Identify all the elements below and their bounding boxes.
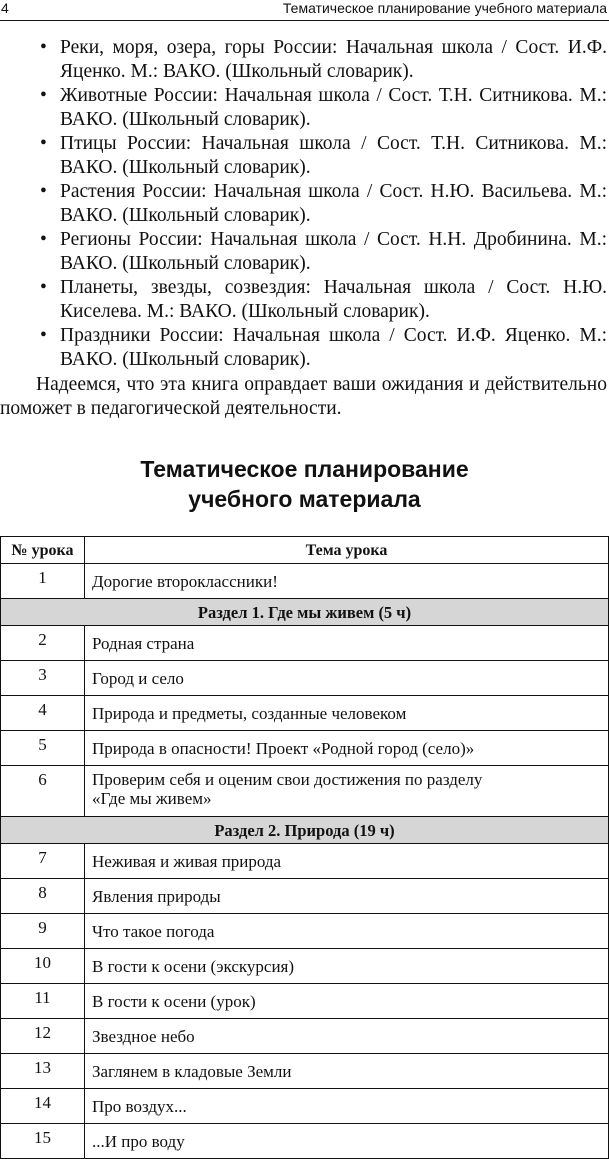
lesson-plan-table xyxy=(0,536,609,1159)
list-item-text: Планеты, звезды, созвездия: Начальная школа / Сост. Н.Ю. Киселева. М.: ВАКО. (Школьный словарик). xyxy=(60,277,607,322)
lesson-number: 14 xyxy=(1,1089,85,1124)
section-title: Раздел 1. Где мы живем (5 ч) xyxy=(1,599,609,626)
table-header-row xyxy=(1,537,609,564)
running-head-title: Тематическое планирование учебного материала xyxy=(282,0,607,16)
lesson-topic: Родная страна xyxy=(85,626,609,661)
lesson-topic: В гости к осени (урок) xyxy=(85,984,609,1019)
list-item xyxy=(0,276,609,324)
lesson-number: 4 xyxy=(1,696,85,731)
table-row xyxy=(1,984,609,1019)
lesson-number: 13 xyxy=(1,1054,85,1089)
list-item-text: Регионы России: Начальная школа / Сост. Н.Н. Дробинина. М.: ВАКО. (Школьный словарик). xyxy=(60,229,607,274)
bullet-icon: • xyxy=(40,325,47,346)
section-row xyxy=(1,599,609,626)
list-item-text: Птицы России: Начальная школа / Сост. Т.Н. Ситникова. М.: ВАКО. (Школьный словарик). xyxy=(60,133,607,178)
lesson-topic-line2: «Где мы живем» xyxy=(92,789,212,808)
closing-paragraph: Надеемся, что эта книга оправдает ваши ожидания и действительно поможет в педагогической деятельности. xyxy=(0,374,607,419)
lesson-topic: Явления природы xyxy=(85,879,609,914)
lesson-number: 3 xyxy=(1,661,85,696)
lesson-topic: В гости к осени (экскурсия) xyxy=(85,949,609,984)
table-row xyxy=(1,879,609,914)
table-row xyxy=(1,844,609,879)
table-row xyxy=(1,696,609,731)
table-row xyxy=(1,766,609,817)
page-title-line2: учебного материала xyxy=(188,486,421,512)
lesson-topic-line1: Проверим себя и оценим свои достижения по разделу xyxy=(92,770,483,789)
bullet-icon: • xyxy=(40,37,47,58)
lesson-number: 15 xyxy=(1,1124,85,1159)
table-row xyxy=(1,731,609,766)
lesson-number: 1 xyxy=(1,564,85,599)
list-item xyxy=(0,132,609,180)
list-item xyxy=(0,84,609,132)
lesson-number: 11 xyxy=(1,984,85,1019)
page-title xyxy=(0,454,609,514)
lesson-number: 9 xyxy=(1,914,85,949)
list-item xyxy=(0,180,609,228)
lesson-topic: Про воздух... xyxy=(85,1089,609,1124)
list-item-text: Реки, моря, озера, горы России: Начальная школа / Сост. И.Ф. Яценко. М.: ВАКО. (Школьный словарик). xyxy=(60,37,607,82)
lesson-topic: ...И про воду xyxy=(85,1124,609,1159)
lesson-number: 8 xyxy=(1,879,85,914)
running-head xyxy=(0,0,609,21)
table-row xyxy=(1,626,609,661)
lesson-number: 5 xyxy=(1,731,85,766)
lesson-topic xyxy=(85,766,609,817)
section-row xyxy=(1,817,609,844)
table-row xyxy=(1,1089,609,1124)
table-row xyxy=(1,1019,609,1054)
table-row xyxy=(1,914,609,949)
list-item-text: Растения России: Начальная школа / Сост. Н.Ю. Васильева. М.: ВАКО. (Школьный словарик). xyxy=(60,181,607,226)
table-row xyxy=(1,1124,609,1159)
bullet-icon: • xyxy=(40,133,47,154)
lesson-topic: Природа и предметы, созданные человеком xyxy=(85,696,609,731)
table-row xyxy=(1,949,609,984)
lesson-number: 12 xyxy=(1,1019,85,1054)
lesson-number: 6 xyxy=(1,766,85,817)
list-item-text: Праздники России: Начальная школа / Сост. И.Ф. Яценко. М.: ВАКО. (Школьный словарик). xyxy=(60,325,607,370)
column-header-number: № урока xyxy=(1,537,85,564)
lesson-number: 2 xyxy=(1,626,85,661)
page-title-line1: Тематическое планирование xyxy=(140,456,469,482)
bullet-icon: • xyxy=(40,181,47,202)
table-row xyxy=(1,1054,609,1089)
lesson-topic: Дорогие второклассники! xyxy=(85,564,609,599)
lesson-number: 10 xyxy=(1,949,85,984)
list-item-text: Животные России: Начальная школа / Сост. Т.Н. Ситникова. М.: ВАКО. (Школьный словарик). xyxy=(60,85,607,130)
column-header-topic: Тема урока xyxy=(85,537,609,564)
lesson-number: 7 xyxy=(1,844,85,879)
lesson-topic: Звездное небо xyxy=(85,1019,609,1054)
bullet-icon: • xyxy=(40,277,47,298)
bullet-icon: • xyxy=(40,85,47,106)
list-item xyxy=(0,324,609,372)
bibliography-list xyxy=(0,36,609,372)
lesson-topic: Заглянем в кладовые Земли xyxy=(85,1054,609,1089)
lesson-topic: Неживая и живая природа xyxy=(85,844,609,879)
list-item xyxy=(0,228,609,276)
section-title: Раздел 2. Природа (19 ч) xyxy=(1,817,609,844)
table-row xyxy=(1,564,609,599)
list-item xyxy=(0,36,609,84)
lesson-topic: Что такое погода xyxy=(85,914,609,949)
lesson-topic: Город и село xyxy=(85,661,609,696)
page-number: 4 xyxy=(1,0,9,16)
bullet-icon: • xyxy=(40,229,47,250)
table-row xyxy=(1,661,609,696)
lesson-topic: Природа в опасности! Проект «Родной город (село)» xyxy=(85,731,609,766)
